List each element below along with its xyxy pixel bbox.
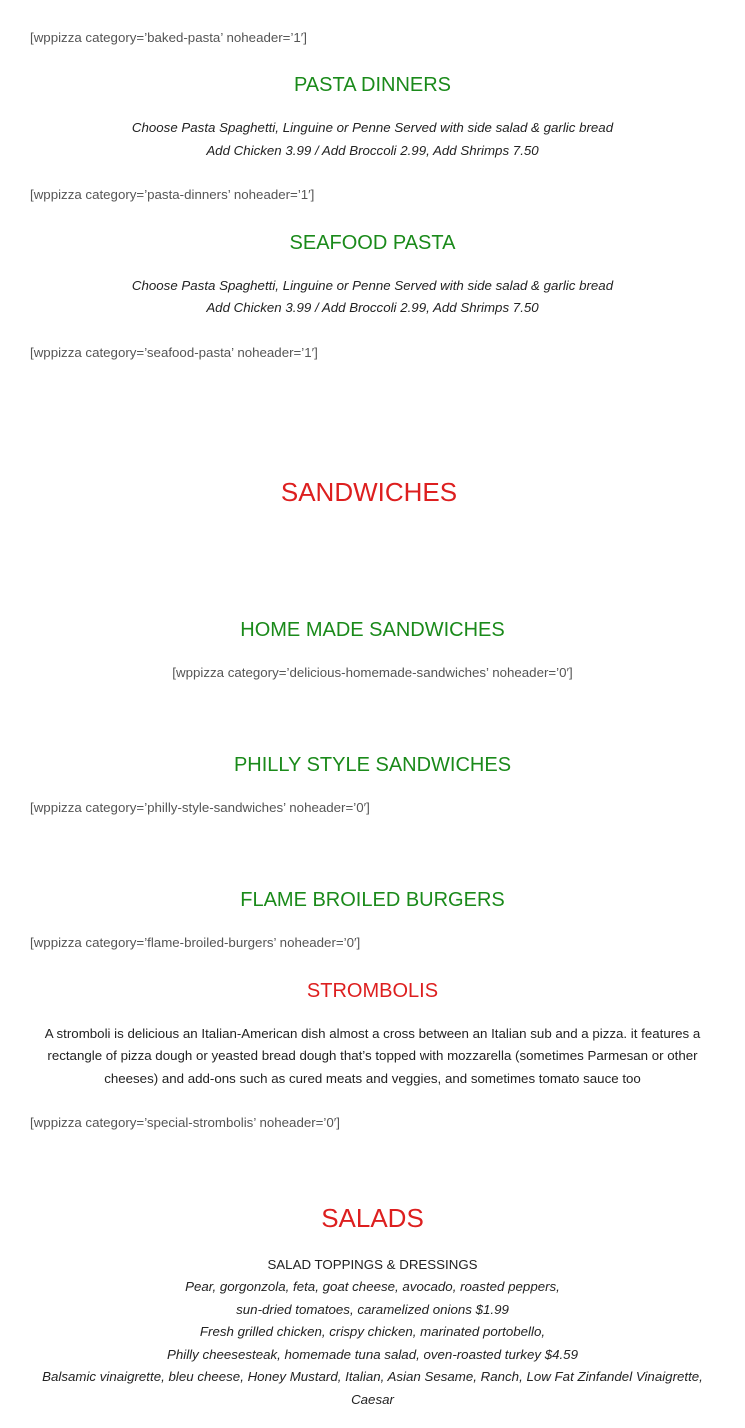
salad-line-4: Philly cheesesteak, homemade tuna salad, oven-roasted turkey $4.59 xyxy=(167,1347,578,1362)
strombolis-description-line-3: cheeses) and add-ons such as cured meats and veggies, and sometimes tomato sauce too xyxy=(104,1071,641,1086)
salad-line-2: sun-dried tomatoes, caramelized onions $1.99 xyxy=(236,1302,509,1317)
salad-toppings-title: SALAD TOPPINGS & DRESSINGS xyxy=(267,1257,478,1272)
cut-off-line xyxy=(0,0,745,6)
seafood-pasta-line-2: Add Chicken 3.99 / Add Broccoli 2.99, Add Shrimps 7.50 xyxy=(206,300,539,315)
salads-heading: SALADS xyxy=(321,1203,424,1233)
pasta-dinners-heading: PASTA DINNERS xyxy=(293,74,452,96)
strombolis-heading: STROMBOLIS xyxy=(306,980,439,1002)
flame-broiled-burgers-heading: FLAME BROILED BURGERS xyxy=(240,889,505,911)
strombolis-description-line-1: A stromboli is delicious an Italian-American dish almost a cross between an Italian sub and a pizza. it features a xyxy=(44,1026,701,1041)
pasta-dinners-shortcode: [wppizza category=’pasta-dinners’ noheader=’1′] xyxy=(30,187,315,202)
pasta-dinners-line-2: Add Chicken 3.99 / Add Broccoli 2.99, Add Shrimps 7.50 xyxy=(206,143,539,158)
baked-pasta-shortcode: [wppizza category=’baked-pasta’ noheader=’1′] xyxy=(30,30,307,45)
seafood-pasta-heading: SEAFOOD PASTA xyxy=(289,232,456,254)
home-made-sandwiches-heading: HOME MADE SANDWICHES xyxy=(240,619,505,641)
salad-line-6: Caesar xyxy=(351,1392,394,1407)
seafood-pasta-line-1: Choose Pasta Spaghetti, Linguine or Penne Served with side salad & garlic bread xyxy=(131,278,614,293)
seafood-pasta-shortcode: [wppizza category=’seafood-pasta’ noheader=’1′] xyxy=(30,345,318,360)
philly-style-sandwiches-shortcode: [wppizza category=’philly-style-sandwiches’ noheader=’0′] xyxy=(30,800,370,815)
sandwiches-heading: SANDWICHES xyxy=(280,477,458,507)
salad-line-3: Fresh grilled chicken, crispy chicken, marinated portobello, xyxy=(199,1324,546,1339)
flame-broiled-burgers-shortcode: [wppizza category=’flame-broiled-burgers’ noheader=’0′] xyxy=(30,935,361,950)
strombolis-description-line-2: rectangle of pizza dough or yeasted bread dough that’s topped with mozzarella (sometimes Parmesan or other xyxy=(47,1048,698,1063)
salad-line-1: Pear, gorgonzola, feta, goat cheese, avocado, roasted peppers, xyxy=(185,1279,560,1294)
pasta-dinners-line-1: Choose Pasta Spaghetti, Linguine or Penne Served with side salad & garlic bread xyxy=(131,120,614,135)
philly-style-sandwiches-heading: PHILLY STYLE SANDWICHES xyxy=(233,754,512,776)
home-made-sandwiches-shortcode: [wppizza category=’delicious-homemade-sandwiches’ noheader=’0′] xyxy=(172,665,573,680)
salad-line-5: Balsamic vinaigrette, bleu cheese, Honey Mustard, Italian, Asian Sesame, Ranch, Low Fat Zinfandel Vinaigrette, xyxy=(42,1369,703,1384)
strombolis-shortcode: [wppizza category=’special-strombolis’ noheader=’0′] xyxy=(30,1115,340,1130)
